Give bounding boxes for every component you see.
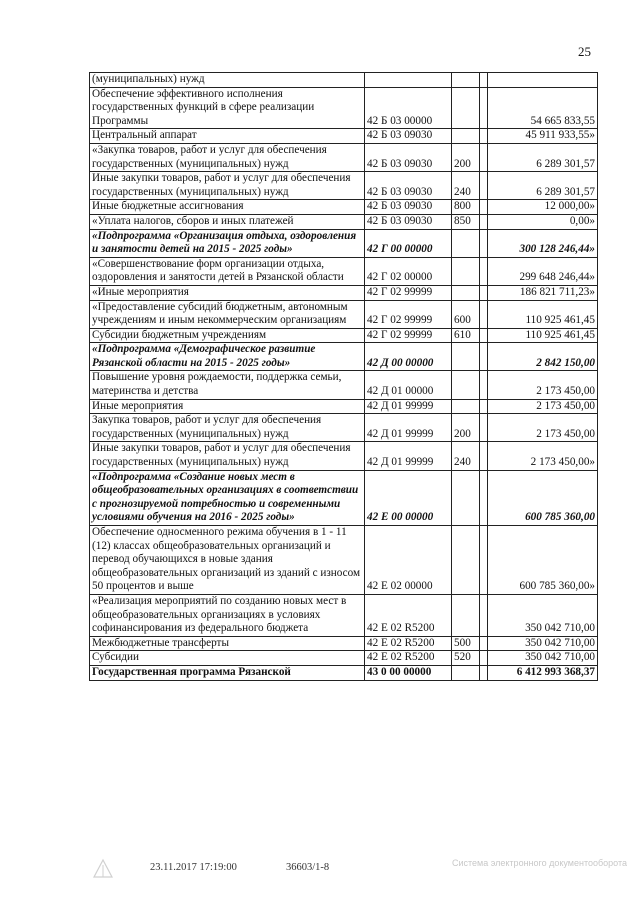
row-gap-cell	[480, 73, 488, 88]
table-row	[90, 442, 598, 470]
row-gap-cell	[480, 328, 488, 343]
row-name-cell: Иные бюджетные ассигнования	[90, 200, 365, 215]
row-code-cell: 42 Д 01 99999	[365, 399, 452, 414]
row-gap-cell	[480, 257, 488, 285]
row-code-cell: 42 Б 03 09030	[365, 129, 452, 144]
row-expense-type-cell	[452, 129, 480, 144]
row-expense-type-cell	[452, 229, 480, 257]
row-expense-type-cell	[452, 371, 480, 399]
row-code-cell: 42 Б 03 09030	[365, 214, 452, 229]
row-expense-type-cell: 800	[452, 200, 480, 215]
row-name-cell: Иные закупки товаров, работ и услуг для обеспечения государственных (муниципальных) нужд	[90, 442, 365, 470]
row-gap-cell	[480, 665, 488, 680]
row-gap-cell	[480, 442, 488, 470]
row-name-cell: Центральный аппарат	[90, 129, 365, 144]
row-name-cell: Субсидии	[90, 651, 365, 666]
row-sum-cell: 2 173 450,00	[488, 371, 598, 399]
row-sum-cell: 2 173 450,00»	[488, 442, 598, 470]
row-expense-type-cell	[452, 257, 480, 285]
row-name-cell: Обеспечение эффективного исполнения государственных функций в сфере реализации Программы	[90, 87, 365, 129]
row-expense-type-cell	[452, 399, 480, 414]
table-row	[90, 414, 598, 442]
row-sum-cell: 12 000,00»	[488, 200, 598, 215]
row-gap-cell	[480, 129, 488, 144]
row-sum-cell: 299 648 246,44»	[488, 257, 598, 285]
row-sum-cell: 54 665 833,55	[488, 87, 598, 129]
row-expense-type-cell	[452, 285, 480, 300]
row-sum-cell: 6 289 301,57	[488, 172, 598, 200]
page-number: 25	[578, 44, 591, 59]
row-name-cell: Закупка товаров, работ и услуг для обеспечения государственных (муниципальных) нужд	[90, 414, 365, 442]
row-gap-cell	[480, 172, 488, 200]
budget-table	[89, 72, 598, 681]
row-sum-cell: 110 925 461,45	[488, 328, 598, 343]
row-gap-cell	[480, 300, 488, 328]
table-row	[90, 214, 598, 229]
row-sum-cell: 300 128 246,44»	[488, 229, 598, 257]
table-row	[90, 172, 598, 200]
row-code-cell: 42 Д 01 99999	[365, 442, 452, 470]
row-expense-type-cell	[452, 470, 480, 525]
table-row	[90, 143, 598, 171]
row-sum-cell: 350 042 710,00	[488, 651, 598, 666]
row-name-cell: (муниципальных) нужд	[90, 73, 365, 88]
row-name-cell: «Предоставление субсидий бюджетным, автономным учреждениям и иным некоммерческим организациям	[90, 300, 365, 328]
stamp-logo-icon	[92, 858, 114, 880]
row-code-cell: 42 Б 03 09030	[365, 200, 452, 215]
table-row	[90, 343, 598, 371]
row-code-cell: 42 Б 03 09030	[365, 143, 452, 171]
row-expense-type-cell: 610	[452, 328, 480, 343]
row-gap-cell	[480, 143, 488, 171]
row-name-cell: Обеспечение односменного режима обучения в 1 - 11 (12) классах общеобразовательных организаций и перевод обучающихся в новые здания общеобразовательных организаций из зданий с износом 50 процентов и выше	[90, 526, 365, 595]
table-row	[90, 229, 598, 257]
row-code-cell: 42 Е 02 R5200	[365, 651, 452, 666]
row-code-cell: 42 Г 00 00000	[365, 229, 452, 257]
row-expense-type-cell	[452, 73, 480, 88]
row-code-cell: 42 Г 02 99999	[365, 328, 452, 343]
row-gap-cell	[480, 200, 488, 215]
table-row	[90, 257, 598, 285]
table-row	[90, 636, 598, 651]
row-code-cell: 42 Е 02 00000	[365, 526, 452, 595]
table-row	[90, 200, 598, 215]
row-name-cell: «Подпрограмма «Организация отдыха, оздоровления и занятости детей на 2015 - 2025 годы»	[90, 229, 365, 257]
row-expense-type-cell	[452, 87, 480, 129]
table-row	[90, 399, 598, 414]
row-gap-cell	[480, 651, 488, 666]
row-expense-type-cell: 240	[452, 442, 480, 470]
table-row	[90, 371, 598, 399]
row-name-cell: «Совершенствование форм организации отдыха, оздоровления и занятости детей в Рязанской области	[90, 257, 365, 285]
row-gap-cell	[480, 470, 488, 525]
row-expense-type-cell	[452, 594, 480, 636]
footer-doc-number: 36603/1-8	[286, 862, 330, 873]
row-code-cell: 42 Б 03 00000	[365, 87, 452, 129]
row-gap-cell	[480, 229, 488, 257]
row-sum-cell: 350 042 710,00	[488, 594, 598, 636]
table-row	[90, 594, 598, 636]
row-name-cell: «Подпрограмма «Демографическое развитие Рязанской области на 2015 - 2025 годы»	[90, 343, 365, 371]
table-row	[90, 470, 598, 525]
row-name-cell: Государственная программа Рязанской	[90, 665, 365, 680]
row-code-cell: 43 0 00 00000	[365, 665, 452, 680]
row-code-cell: 42 Д 00 00000	[365, 343, 452, 371]
table-row	[90, 129, 598, 144]
table-row	[90, 300, 598, 328]
row-expense-type-cell	[452, 665, 480, 680]
table-row	[90, 665, 598, 680]
footer-stamp-text: Система электронного документооборота	[452, 858, 627, 868]
row-code-cell: 42 Д 01 99999	[365, 414, 452, 442]
row-name-cell: Иные мероприятия	[90, 399, 365, 414]
row-sum-cell: 6 412 993 368,37	[488, 665, 598, 680]
table-row	[90, 87, 598, 129]
row-name-cell: Повышение уровня рождаемости, поддержка семьи, материнства и детства	[90, 371, 365, 399]
row-expense-type-cell: 520	[452, 651, 480, 666]
row-expense-type-cell: 200	[452, 414, 480, 442]
row-expense-type-cell: 200	[452, 143, 480, 171]
row-sum-cell: 45 911 933,55»	[488, 129, 598, 144]
row-gap-cell	[480, 636, 488, 651]
row-code-cell	[365, 73, 452, 88]
table-row	[90, 651, 598, 666]
row-gap-cell	[480, 285, 488, 300]
row-expense-type-cell: 600	[452, 300, 480, 328]
table-row	[90, 526, 598, 595]
row-code-cell: 42 Д 01 00000	[365, 371, 452, 399]
row-gap-cell	[480, 343, 488, 371]
row-expense-type-cell: 850	[452, 214, 480, 229]
footer-datetime: 23.11.2017 17:19:00	[150, 862, 237, 873]
row-name-cell: Иные закупки товаров, работ и услуг для обеспечения государственных (муниципальных) нужд	[90, 172, 365, 200]
row-sum-cell: 350 042 710,00	[488, 636, 598, 651]
budget-table-body	[90, 73, 598, 681]
row-sum-cell: 6 289 301,57	[488, 143, 598, 171]
table-row	[90, 328, 598, 343]
row-gap-cell	[480, 594, 488, 636]
row-name-cell: Межбюджетные трансферты	[90, 636, 365, 651]
row-code-cell: 42 Г 02 99999	[365, 300, 452, 328]
row-code-cell: 42 Г 02 99999	[365, 285, 452, 300]
row-expense-type-cell: 240	[452, 172, 480, 200]
row-sum-cell: 2 842 150,00	[488, 343, 598, 371]
row-code-cell: 42 Е 02 R5200	[365, 636, 452, 651]
row-expense-type-cell: 500	[452, 636, 480, 651]
row-gap-cell	[480, 399, 488, 414]
row-gap-cell	[480, 87, 488, 129]
row-code-cell: 42 Е 02 R5200	[365, 594, 452, 636]
row-expense-type-cell	[452, 343, 480, 371]
row-sum-cell: 186 821 711,23»	[488, 285, 598, 300]
row-name-cell: «Подпрограмма «Создание новых мест в общеобразовательных организациях в соответствии с прогнозируемой потребностью и современными условиями обучения на 2016 - 2025 годы»	[90, 470, 365, 525]
row-name-cell: «Иные мероприятия	[90, 285, 365, 300]
row-gap-cell	[480, 414, 488, 442]
row-name-cell: «Закупка товаров, работ и услуг для обеспечения государственных (муниципальных) нужд	[90, 143, 365, 171]
table-row	[90, 285, 598, 300]
row-name-cell: Субсидии бюджетным учреждениям	[90, 328, 365, 343]
row-code-cell: 42 Г 02 00000	[365, 257, 452, 285]
row-sum-cell: 600 785 360,00»	[488, 526, 598, 595]
row-gap-cell	[480, 371, 488, 399]
row-sum-cell: 0,00»	[488, 214, 598, 229]
row-sum-cell: 110 925 461,45	[488, 300, 598, 328]
row-name-cell: «Уплата налогов, сборов и иных платежей	[90, 214, 365, 229]
row-sum-cell	[488, 73, 598, 88]
table-row	[90, 73, 598, 88]
row-name-cell: «Реализация мероприятий по созданию новых мест в общеобразовательных организациях в условиях софинансирования из федерального бюджета	[90, 594, 365, 636]
row-code-cell: 42 Б 03 09030	[365, 172, 452, 200]
row-code-cell: 42 Е 00 00000	[365, 470, 452, 525]
row-gap-cell	[480, 526, 488, 595]
row-gap-cell	[480, 214, 488, 229]
row-sum-cell: 600 785 360,00	[488, 470, 598, 525]
row-expense-type-cell	[452, 526, 480, 595]
row-sum-cell: 2 173 450,00	[488, 399, 598, 414]
row-sum-cell: 2 173 450,00	[488, 414, 598, 442]
